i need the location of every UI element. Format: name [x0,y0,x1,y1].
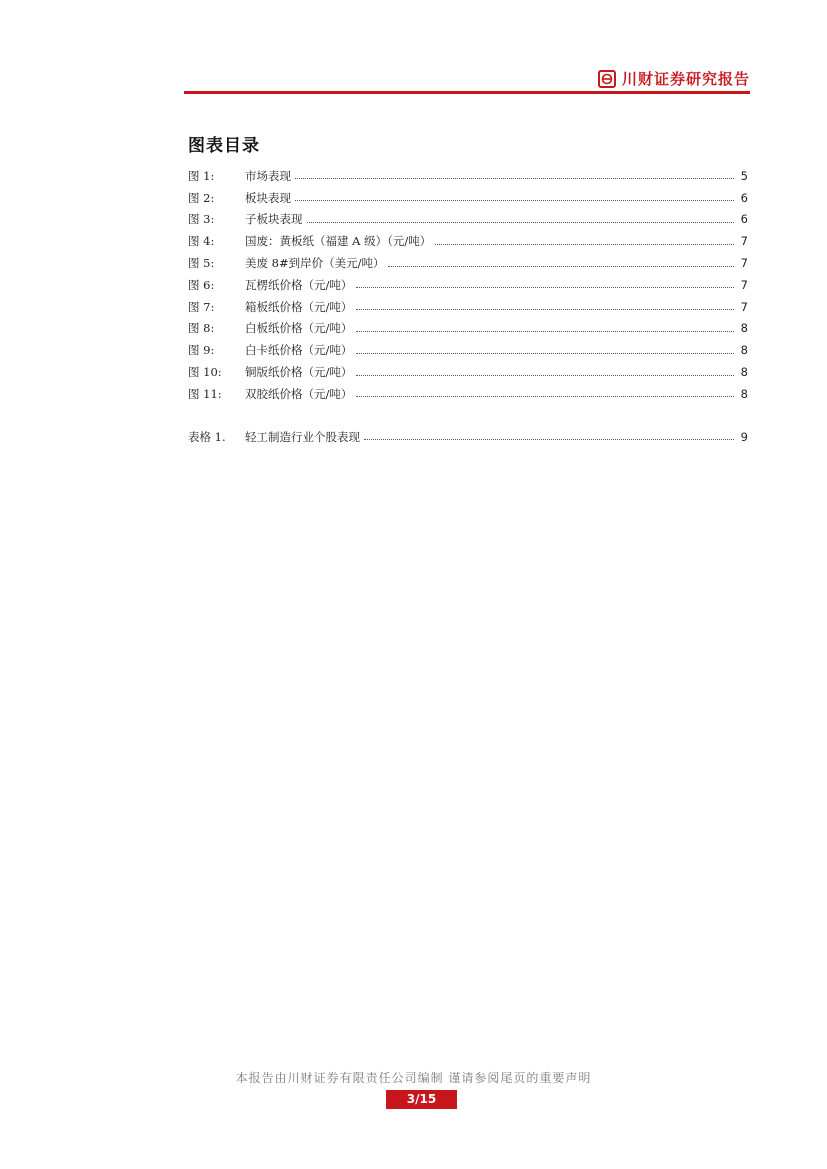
toc-entry-figure-1[interactable] [188,165,748,187]
toc-leader-dots [356,287,734,288]
page-indicator: 3/15 [386,1090,457,1109]
header-rule [184,91,750,94]
toc-entry-figure-11[interactable] [188,383,748,405]
toc-entry-title: 子板块表现 [245,212,303,227]
brand-name: 川财证券研究报告 [621,70,750,88]
toc-leader-dots [356,331,734,332]
toc-entry-figure-5[interactable] [188,252,748,274]
report-header [184,64,750,94]
toc-leader-dots [356,353,734,354]
toc-list [188,165,748,448]
toc-entry-title: 白板纸价格（元/吨） [245,321,353,336]
toc-leader-dots [435,244,734,245]
toc-entry-page: 8 [740,365,748,380]
toc-entry-title: 双胶纸价格（元/吨） [245,386,353,401]
toc-entry-page: 7 [740,299,748,314]
toc-entry-title: 箱板纸价格（元/吨） [245,299,353,314]
toc-entry-figure-9[interactable] [188,339,748,361]
toc-leader-dots [295,200,734,201]
toc-entry-page: 6 [740,190,748,205]
toc-entry-number: 图 2: [188,190,215,205]
toc-entry-number: 图 8: [188,321,215,336]
toc-entry-title: 市场表现 [245,168,291,183]
toc-entry-number: 图 6: [188,277,215,292]
toc-entry-title: 瓦楞纸价格（元/吨） [245,277,353,292]
chuancai-logo-icon [598,70,616,88]
toc-entry-figure-6[interactable] [188,274,748,296]
footer-disclaimer: 本报告由川财证券有限责任公司编制 谨请参阅尾页的重要声明 [235,1071,592,1085]
toc-entry-number: 图 1: [188,168,215,183]
toc-leader-dots [356,396,734,397]
toc-leader-dots [307,222,735,223]
toc-entry-number: 图 4: [188,234,215,249]
toc-entry-number: 图 7: [188,299,215,314]
toc-entry-figure-4[interactable] [188,230,748,252]
toc-entry-title: 轻工制造行业个股表现 [245,429,360,444]
toc-leader-dots [388,266,734,267]
toc-entry-page: 7 [740,234,748,249]
toc-entry-page: 7 [740,256,748,271]
toc-entry-number: 图 3: [188,212,215,227]
toc-entry-number: 图 5: [188,256,215,271]
toc-entry-page: 8 [740,386,748,401]
toc-entry-page: 6 [740,212,748,227]
toc-leader-dots [356,375,734,376]
toc-leader-dots [364,439,734,440]
toc-entry-number: 图 9: [188,343,215,358]
toc-entry-page: 8 [740,321,748,336]
toc-entry-figure-7[interactable] [188,296,748,318]
toc-entry-page: 7 [740,277,748,292]
toc-entry-page: 5 [740,168,748,183]
toc-entry-title: 铜版纸价格（元/吨） [245,365,353,380]
toc-entry-title: 国废：黄板纸（福建 A 级）（元/吨） [245,234,432,249]
toc-entry-figure-3[interactable] [188,209,748,231]
toc-leader-dots [356,309,734,310]
toc-entry-figure-2[interactable] [188,187,748,209]
toc-leader-dots [295,178,734,179]
header-brand [598,68,750,89]
toc-entry-figure-10[interactable] [188,361,748,383]
toc-entry-number: 图 10: [188,365,222,380]
toc-title: 图表目录 [188,136,260,156]
toc-entry-number: 图 11: [188,386,222,401]
toc-entry-title: 板块表现 [245,190,291,205]
toc-entry-number: 表格 1. [188,429,226,444]
toc-entry-table-1[interactable] [188,426,748,448]
toc-entry-page: 9 [740,429,748,444]
toc-entry-title: 美废 8#到岸价（美元/吨） [245,256,385,271]
toc-entry-page: 8 [740,343,748,358]
toc-entry-title: 白卡纸价格（元/吨） [245,343,353,358]
toc-entry-figure-8[interactable] [188,318,748,340]
